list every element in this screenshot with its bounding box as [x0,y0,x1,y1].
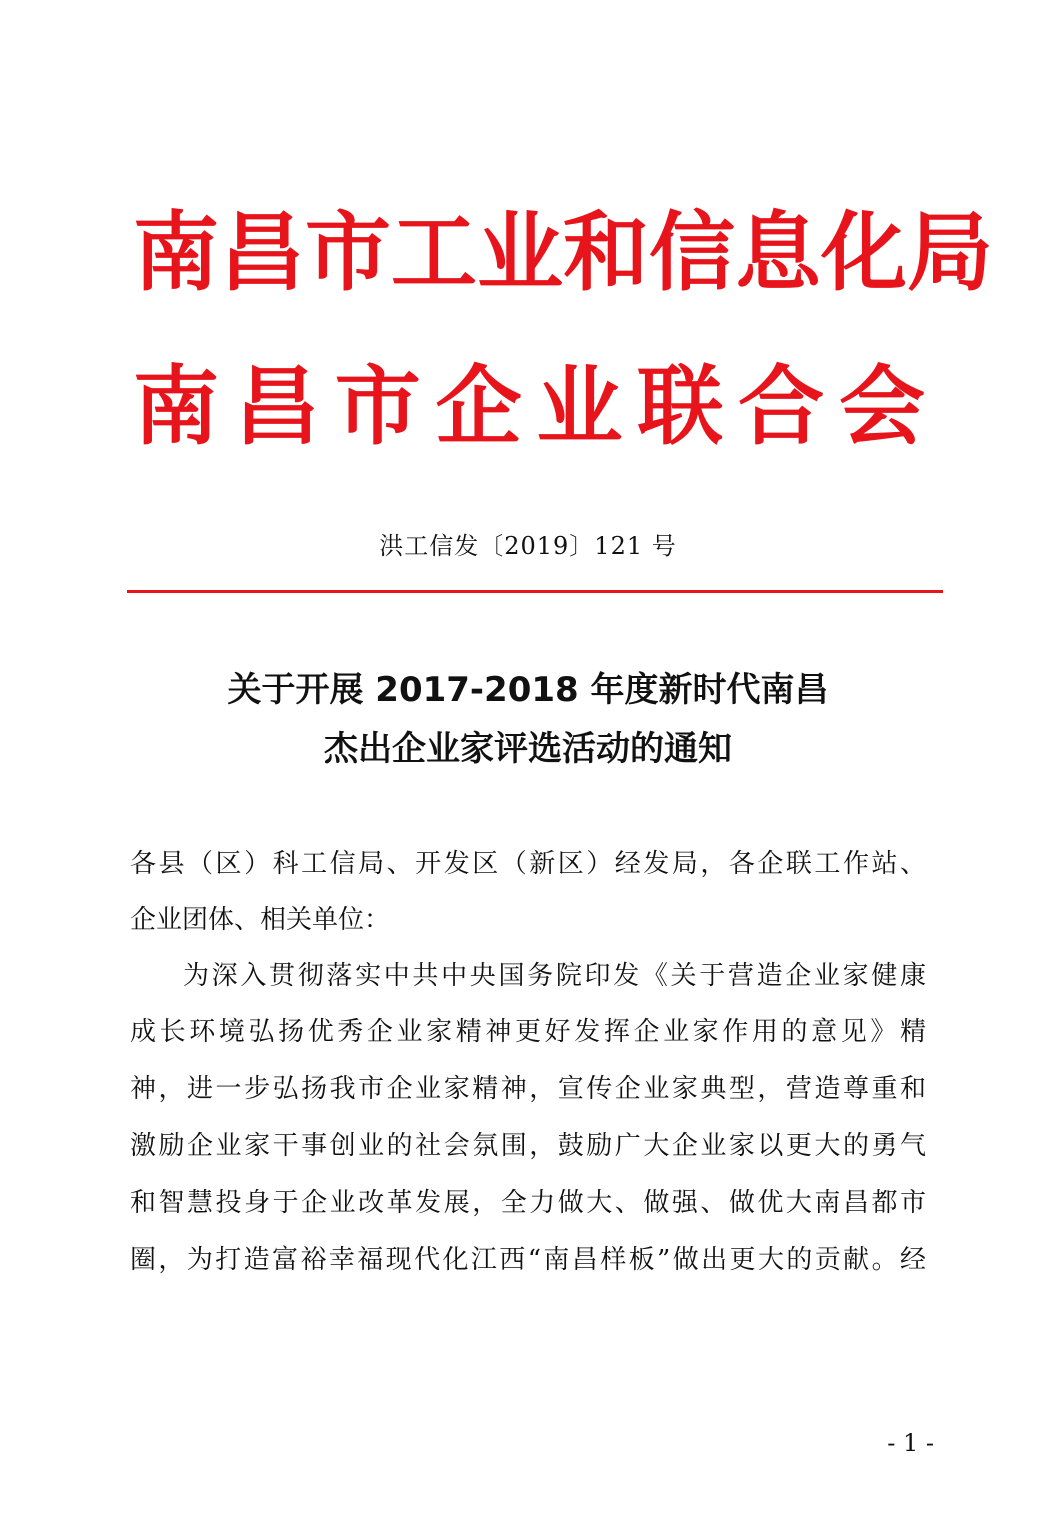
body-line: 激励企业家干事创业的社会氛围，鼓励广大企业家以更大的勇气 [130,1131,926,1161]
notice-title-line-1: 关于开展 2017-2018 年度新时代南昌 [227,670,829,710]
addressee-line-2: 企业团体、相关单位： [130,905,391,935]
body-line: 神，进一步弘扬我市企业家精神，宣传企业家典型，营造尊重和 [130,1074,926,1104]
document-number: 洪工信发〔2019〕121 号 [379,532,677,560]
page-number: - 1 - [887,1429,934,1457]
red-divider-line [127,590,943,593]
body-line: 和智慧投身于企业改革发展，全力做大、做强、做优大南昌都市 [130,1188,926,1218]
body-line: 为深入贯彻落实中共中央国务院印发《关于营造企业家健康 [183,961,926,991]
body-line: 圈，为打造富裕幸福现代化江西“南昌样板”做出更大的贡献。经 [130,1245,926,1275]
issuer-header-line-2: 南昌市企业联合会 [133,357,925,457]
notice-title-line-2: 杰出企业家评选活动的通知 [324,729,732,769]
body-line: 成长环境弘扬优秀企业家精神更好发挥企业家作用的意见》精 [130,1017,926,1047]
addressee-line-1: 各县（区）科工信局、开发区（新区）经发局，各企联工作站、 [130,849,926,879]
issuer-header-line-1: 南昌市工业和信息化局 [133,203,993,303]
